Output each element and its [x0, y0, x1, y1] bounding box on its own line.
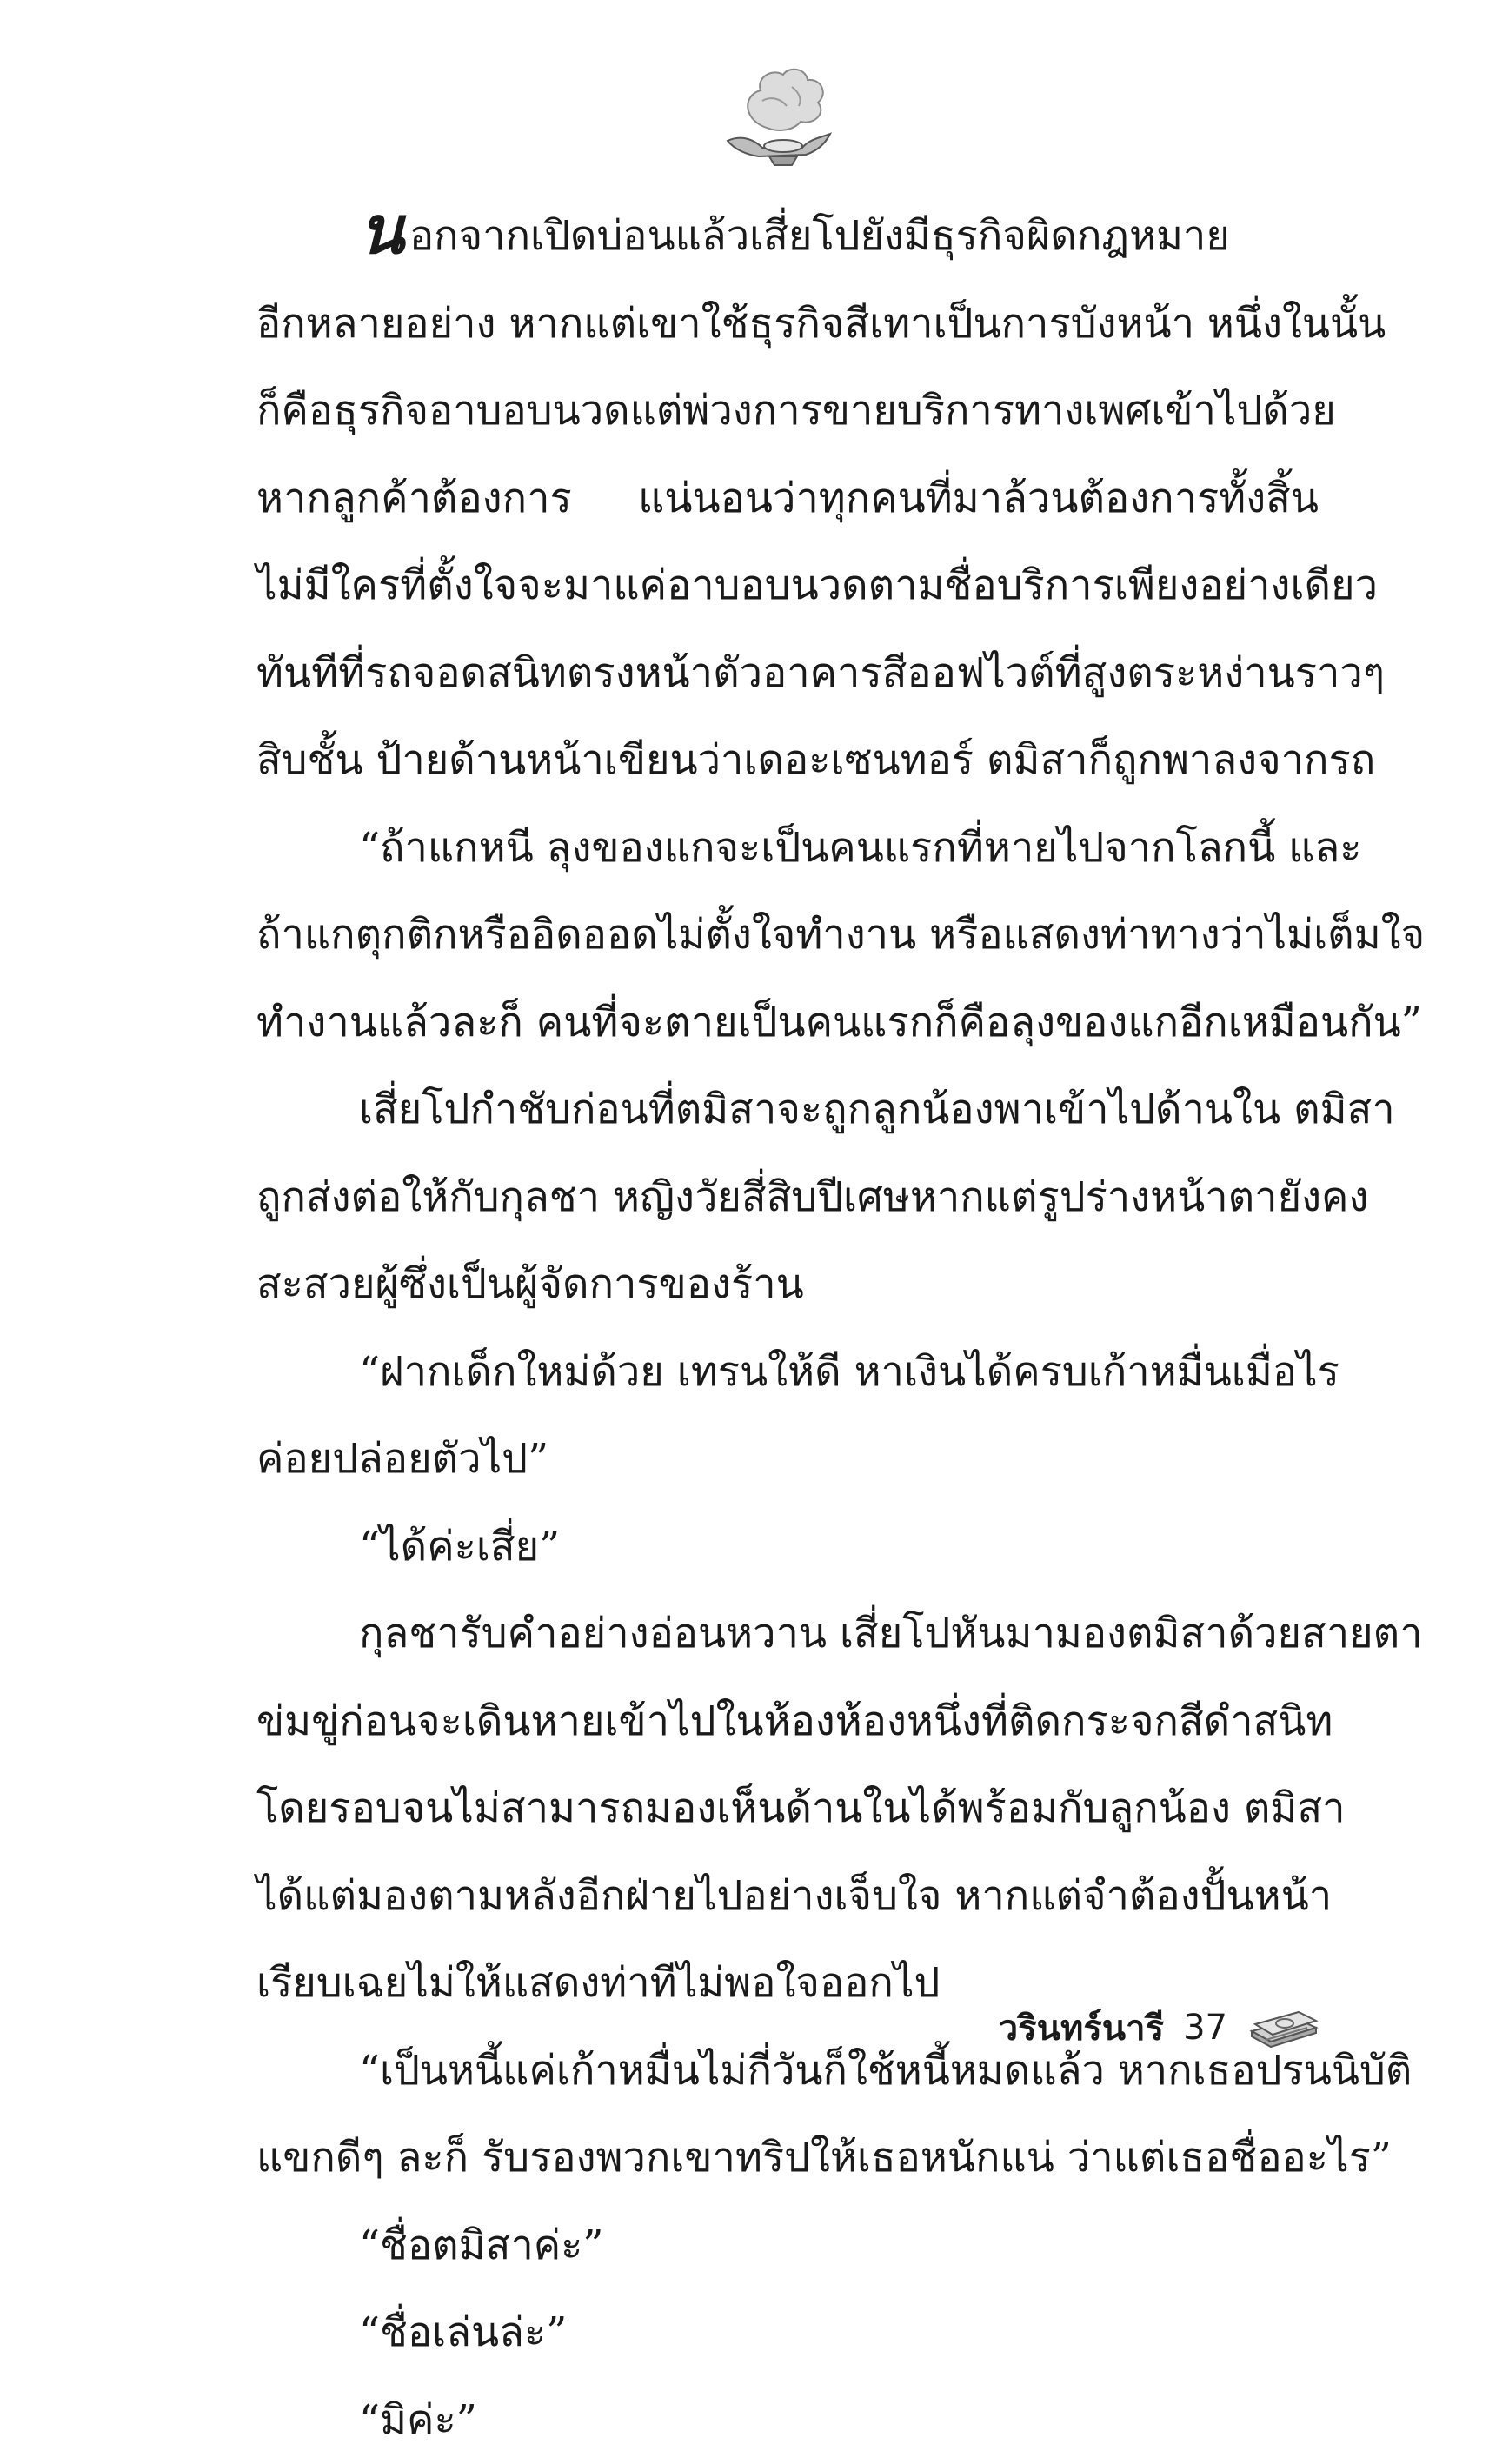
- text-line: [256, 1241, 1319, 1329]
- body-text: [256, 193, 1319, 2464]
- text-line: [256, 1765, 1319, 1853]
- text-line-content: ก็คือธุรกิจอาบอบนวดแต่พ่วงการขายบริการทางเพศเข้าไปด้วย: [256, 387, 1336, 435]
- money-stack-icon: [1246, 2007, 1319, 2049]
- genie-lamp-icon: [708, 61, 839, 174]
- text-line: [256, 2289, 1319, 2377]
- text-line-content: ไม่มีใครที่ตั้งใจจะมาแค่อาบอบนวดตามชื่อบริการเพียงอย่างเดียว: [256, 561, 1378, 609]
- text-line: [256, 455, 1319, 543]
- text-line: [256, 542, 1319, 630]
- text-line-content: เรียบเฉยไม่ให้แสดงท่าทีไม่พอใจออกไป: [256, 1959, 940, 2007]
- text-line: [256, 1154, 1319, 1242]
- drop-cap: น: [359, 191, 404, 269]
- text-line-content: “ได้ค่ะเสี่ย”: [359, 1523, 560, 1571]
- text-line-content: โดยรอบจนไม่สามารถมองเห็นด้านในได้พร้อมกับลูกน้อง ตมิสา: [256, 1784, 1345, 1832]
- text-line: [256, 630, 1319, 718]
- text-line-content: “เป็นหนี้แค่เก้าหมื่นไม่กี่วันก็ใช้หนี้หมดแล้ว หากเธอปรนนิบัติ: [359, 2047, 1412, 2095]
- text-line: [256, 1853, 1319, 1941]
- text-line: [256, 805, 1319, 893]
- text-line-content: สะสวยผู้ซึ่งเป็นผู้จัดการของร้าน: [256, 1260, 804, 1308]
- text-line: [256, 1504, 1319, 1591]
- text-line: [256, 1678, 1319, 1766]
- text-line: [256, 281, 1319, 369]
- text-line-content: แขกดีๆ ละก็ รับรองพวกเขาทริปให้เธอหนักแน่ ว่าแต่เธอชื่ออะไร”: [256, 2134, 1392, 2182]
- text-line-content: อีกหลายอย่าง หากแต่เขาใช้ธุรกิจสีเทาเป็นการบังหน้า หนึ่งในนั้น: [256, 300, 1386, 348]
- page-number: 37: [1183, 2008, 1227, 2048]
- text-line-content: “มิค่ะ”: [359, 2396, 477, 2444]
- text-line: [256, 2202, 1319, 2290]
- text-line: [256, 193, 1319, 281]
- text-line: [256, 1591, 1319, 1678]
- text-line-content: อกจากเปิดบ่อนแล้วเสี่ยโปยังมีธุรกิจผิดกฎหมาย: [409, 212, 1230, 260]
- text-line-content: กุลชารับคำอย่างอ่อนหวาน เสี่ยโปหันมามองตมิสาด้วยสายตา: [359, 1610, 1423, 1657]
- text-line: [256, 1066, 1319, 1154]
- text-line-content: ค่อยปล่อยตัวไป”: [256, 1435, 548, 1483]
- text-line-content: “ชื่อเล่นล่ะ”: [359, 2308, 567, 2356]
- text-line: [256, 980, 1319, 1067]
- text-line-content: ถ้าแกตุกติกหรืออิดออดไม่ตั้งใจทำงาน หรือแสดงท่าทางว่าไม่เต็มใจ: [256, 911, 1425, 959]
- text-line-content: ได้แต่มองตามหลังอีกฝ่ายไปอย่างเจ็บใจ หากแต่จำต้องปั้นหน้า: [256, 1872, 1332, 1920]
- text-line-content: ทำงานแล้วละก็ คนที่จะตายเป็นคนแรกก็คือลุงของแกอีกเหมือนกัน”: [256, 999, 1422, 1046]
- book-title: วรินทร์นารี: [999, 2000, 1164, 2056]
- text-line-content: ทันทีที่รถจอดสนิทตรงหน้าตัวอาคารสีออฟไวต์ที่สูงตระหง่านราวๆ: [256, 649, 1385, 697]
- text-line-content: “ถ้าแกหนี ลุงของแกจะเป็นคนแรกที่หายไปจากโลกนี้ และ: [359, 824, 1362, 872]
- text-line: [256, 717, 1319, 805]
- page-footer: [999, 1997, 1319, 2058]
- text-line-content: “ฝากเด็กใหม่ด้วย เทรนให้ดี หาเงินได้ครบเก้าหมื่นเมื่อไร: [359, 1348, 1339, 1396]
- text-line-content: ข่มขู่ก่อนจะเดินหายเข้าไปในห้องห้องหนึ่งที่ติดกระจกสีดำสนิท: [256, 1697, 1333, 1745]
- text-line: [256, 1329, 1319, 1417]
- text-line: [256, 2115, 1319, 2202]
- text-line-content: เสี่ยโปกำชับก่อนที่ตมิสาจะถูกลูกน้องพาเข้าไปด้านใน ตมิสา: [359, 1086, 1395, 1133]
- text-line-content: หากลูกค้าต้องการ แน่นอนว่าทุกคนที่มาล้วนต้องการทั้งสิ้น: [256, 475, 1319, 522]
- text-line-content: ถูกส่งต่อให้กับกุลชา หญิงวัยสี่สิบปีเศษหากแต่รูปร่างหน้าตายังคง: [256, 1173, 1368, 1221]
- text-line: [256, 892, 1319, 980]
- text-line-content: สิบชั้น ป้ายด้านหน้าเขียนว่าเดอะเซนทอร์ ตมิสาก็ถูกพาลงจากรถ: [256, 736, 1375, 784]
- text-line: [256, 368, 1319, 455]
- text-line-content: “ชื่อตมิสาค่ะ”: [359, 2222, 603, 2269]
- text-line: [256, 1416, 1319, 1504]
- text-line: [256, 2377, 1319, 2464]
